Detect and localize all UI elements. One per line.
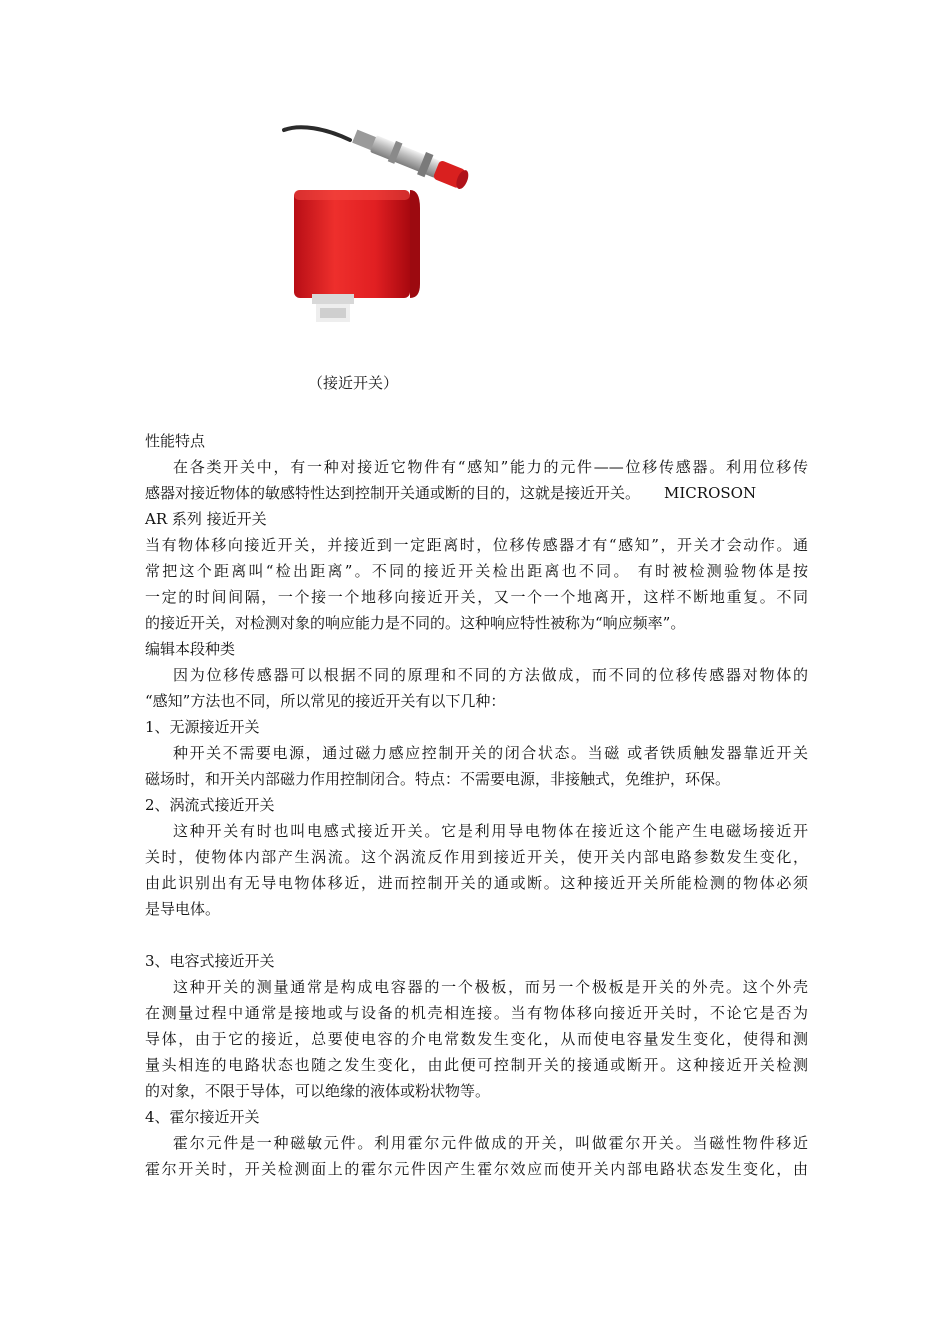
paragraph-line: 常把这个距离叫“检出距离”。不同的接近开关检出距离也不同。 有时被检测验物体是按 [145, 562, 808, 580]
proximity-switch-image [270, 118, 490, 336]
paragraph-line: 霍尔元件是一种磁敏元件。利用霍尔元件做成的开关，叫做霍尔开关。当磁性物件移近 [173, 1134, 808, 1152]
product-name: MICROSON [664, 484, 757, 502]
section-heading-passive: 1、无源接近开关 [145, 718, 260, 736]
paragraph-line: 在各类开关中，有一种对接近它物件有“感知”能力的元件——位移传感器。利用位移传 [173, 458, 808, 476]
paragraph-line: AR 系列 接近开关 [145, 510, 267, 528]
paragraph-line: 导体，由于它的接近，总要使电容的介电常数发生变化，从而使电容量发生变化，使得和测 [145, 1030, 808, 1048]
paragraph-line: 种开关不需要电源，通过磁力感应控制开关的闭合状态。当磁 或者铁质触发器靠近开关 [173, 744, 808, 762]
paragraph-line: 当有物体移向接近开关，并接近到一定距离时，位移传感器才有“感知”，开关才会动作。通 [145, 536, 808, 554]
section-heading-types: 编辑本段种类 [145, 640, 236, 658]
paragraph-line: 的接近开关，对检测对象的响应能力是不同的。这种响应特性被称为“响应频率”。 [145, 614, 686, 632]
paragraph-line: 由此识别出有无导电物体移近，进而控制开关的通或断。这种接近开关所能检测的物体必须 [145, 874, 808, 892]
paragraph-line: “感知”方法也不同，所以常见的接近开关有以下几种： [145, 692, 506, 710]
paragraph-line: 量头相连的电路状态也随之发生变化，由此便可控制开关的接通或断开。这种接近开关检测 [145, 1056, 808, 1074]
section-heading-eddy: 2、涡流式接近开关 [145, 796, 275, 814]
paragraph-line: 在测量过程中通常是接地或与设备的机壳相连接。当有物体移向接近开关时，不论它是否为 [145, 1004, 808, 1022]
figure-caption: （接近开关） [308, 374, 399, 392]
paragraph-line: 霍尔开关时，开关检测面上的霍尔元件因产生霍尔效应而使开关内部电路状态发生变化，由 [145, 1160, 808, 1178]
paragraph-line: 是导电体。 [145, 900, 221, 918]
paragraph-line: 这种开关的测量通常是构成电容器的一个极板，而另一个极板是开关的外壳。这个外壳 [173, 978, 808, 996]
spacer [145, 922, 808, 948]
document-body [145, 428, 808, 1182]
paragraph-line: 关时，使物体内部产生涡流。这个涡流反作用到接近开关，使开关内部电路参数发生变化， [145, 848, 808, 866]
paragraph-line: 这种开关有时也叫电感式接近开关。它是利用导电物体在接近这个能产生电磁场接近开 [173, 822, 808, 840]
section-heading-capacitive: 3、电容式接近开关 [145, 952, 275, 970]
paragraph-line: 一定的时间间隔，一个接一个地移向接近开关，又一个一个地离开，这样不断地重复。不同 [145, 588, 808, 606]
paragraph-line [145, 480, 808, 506]
paragraph-text: 感器对接近物体的敏感特性达到控制开关通或断的目的，这就是接近开关。 [145, 484, 641, 502]
paragraph-line: 因为位移传感器可以根据不同的原理和不同的方法做成，而不同的位移传感器对物体的 [173, 666, 808, 684]
paragraph-line: 磁场时，和开关内部磁力作用控制闭合。特点：不需要电源，非接触式，免维护，环保。 [145, 770, 731, 788]
section-heading-features: 性能特点 [145, 432, 206, 450]
paragraph-line: 的对象，不限于导体，可以绝缘的液体或粉状物等。 [145, 1082, 491, 1100]
section-heading-hall: 4、霍尔接近开关 [145, 1108, 260, 1126]
